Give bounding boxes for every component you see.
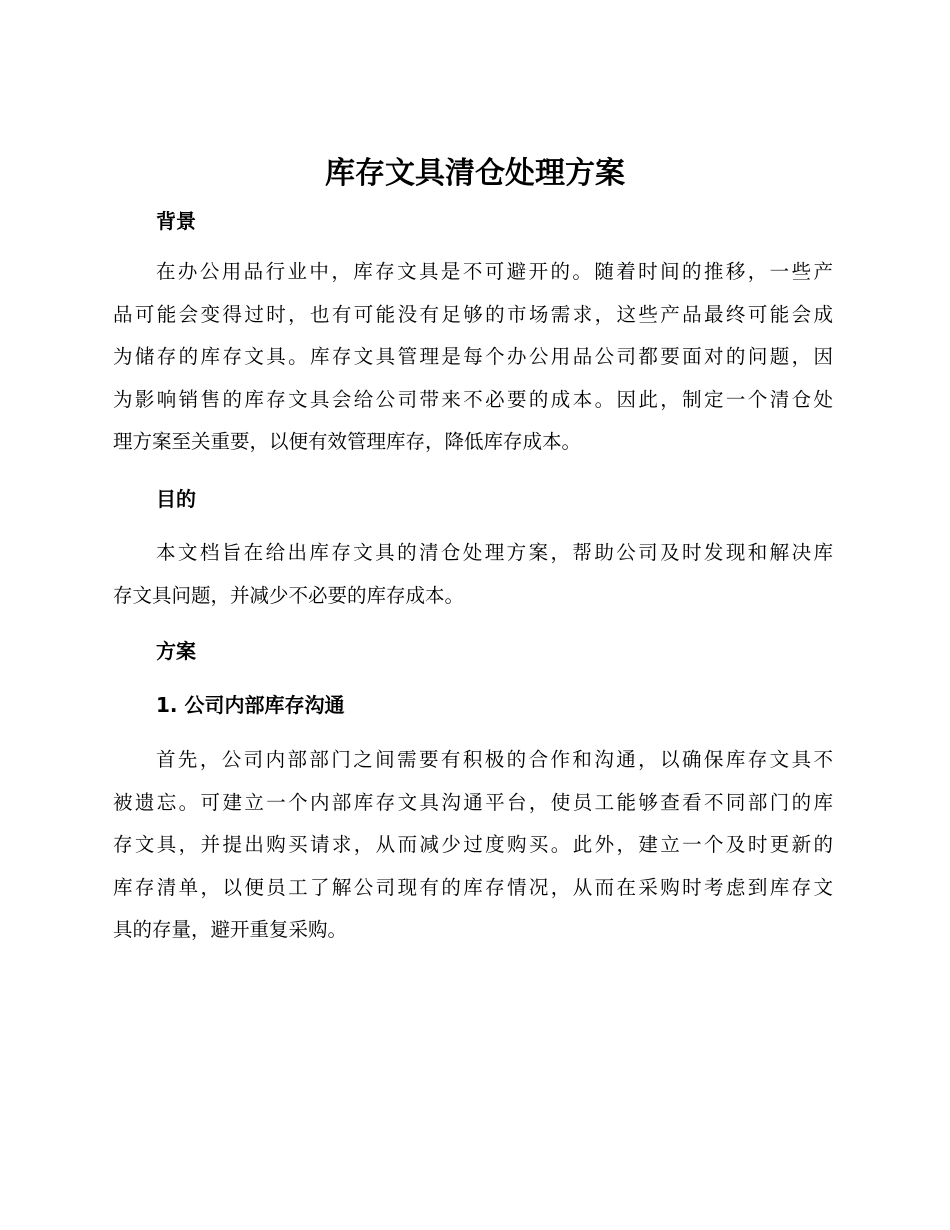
paragraph-line: 为影响销售的库存文具会给公司带来不必要的成本。因此，制定一个清仓处 <box>113 387 833 411</box>
section-heading-purpose: 目的 <box>156 487 196 511</box>
paragraph-line: 存文具问题，并减少不必要的库存成本。 <box>113 583 465 607</box>
paragraph-line: 被遗忘。可建立一个内部库存文具沟通平台，使员工能够查看不同部门的库 <box>113 790 833 814</box>
paragraph-line: 首先，公司内部部门之间需要有积极的合作和沟通，以确保库存文具不 <box>156 748 833 771</box>
paragraph-line: 品可能会变得过时，也有可能没有足够的市场需求，这些产品最终可能会成 <box>113 302 833 326</box>
paragraph-line: 在办公用品行业中，库存文具是不可避开的。随着时间的推移，一些产 <box>156 260 833 283</box>
paragraph-line: 为储存的库存文具。库存文具管理是每个办公用品公司都要面对的问题，因 <box>113 345 833 368</box>
paragraph-purpose <box>113 532 833 617</box>
paragraph-line: 理方案至关重要，以便有效管理库存，降低库存成本。 <box>113 430 582 453</box>
subsection-heading-internal-communication: 1. 公司内部库存沟通 <box>156 693 345 717</box>
section-heading-background: 背景 <box>156 209 196 233</box>
paragraph-line: 存文具，并提出购买请求，从而减少过度购买。此外，建立一个及时更新的 <box>113 833 833 856</box>
paragraph-line: 具的存量，避开重复采购。 <box>113 918 348 941</box>
section-heading-plan: 方案 <box>156 639 196 663</box>
paragraph-line: 库存清单，以便员工了解公司现有的库存情况，从而在采购时考虑到库存文 <box>113 875 833 899</box>
document-title: 库存文具清仓处理方案 <box>325 156 625 191</box>
paragraph-background <box>113 251 833 464</box>
paragraph-internal-communication <box>113 739 833 952</box>
paragraph-line: 本文档旨在给出库存文具的清仓处理方案，帮助公司及时发现和解决库 <box>156 541 833 564</box>
